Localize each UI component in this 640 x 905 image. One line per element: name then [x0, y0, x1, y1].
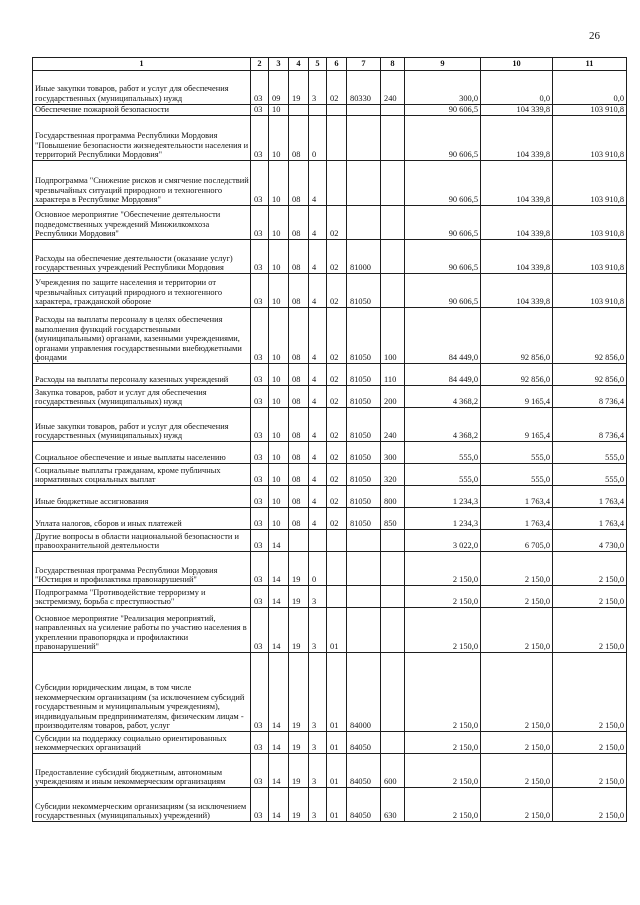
expense-type-cell: 850: [381, 508, 405, 530]
row-name-cell: Предоставление субсидий бюджетным, автономным учреждениям и иным некоммерческим организациям: [33, 754, 251, 788]
table-row: [33, 308, 627, 364]
program-code-cell: 08: [289, 308, 309, 364]
header-cell: 11: [553, 58, 627, 71]
subprogram-code-cell: 3: [309, 754, 327, 788]
subprogram-code-cell: 4: [309, 486, 327, 508]
budget-table: [32, 57, 627, 822]
table-row: [33, 240, 627, 274]
subprogram-code-cell: 4: [309, 408, 327, 442]
expense-type-cell: [381, 206, 405, 240]
subsection-code-cell: 10: [269, 161, 289, 206]
section-code-cell: 03: [251, 240, 269, 274]
table-row: [33, 116, 627, 161]
amount-col11-cell: 555,0: [553, 464, 627, 486]
amount-col11-cell: 103 910,8: [553, 161, 627, 206]
section-code-cell: 03: [251, 608, 269, 653]
row-name-cell: Основное мероприятие "Обеспечение деятельности подведомственных учреждений Минжилкомхоза Республики Мордовия": [33, 206, 251, 240]
expense-type-cell: 200: [381, 386, 405, 408]
expense-type-cell: [381, 161, 405, 206]
expense-type-cell: 110: [381, 364, 405, 386]
expense-code-cell: 84050: [347, 732, 381, 754]
amount-col11-cell: 2 150,0: [553, 608, 627, 653]
table-row: [33, 408, 627, 442]
amount-col9-cell: 2 150,0: [405, 732, 481, 754]
subprogram-code-cell: 0: [309, 116, 327, 161]
expense-code-cell: 81050: [347, 274, 381, 308]
header-cell: 7: [347, 58, 381, 71]
header-cell: 4: [289, 58, 309, 71]
table-row: [33, 71, 627, 105]
amount-col11-cell: 2 150,0: [553, 586, 627, 608]
table-row: [33, 508, 627, 530]
subsection-code-cell: 10: [269, 464, 289, 486]
row-name-cell: Иные закупки товаров, работ и услуг для обеспечения государственных (муниципальных) нужд: [33, 408, 251, 442]
measure-code-cell: 02: [327, 364, 347, 386]
row-name-cell: Обеспечение пожарной безопасности: [33, 105, 251, 116]
amount-col11-cell: 92 856,0: [553, 308, 627, 364]
measure-code-cell: 01: [327, 653, 347, 732]
expense-code-cell: [347, 116, 381, 161]
row-name-cell: Иные бюджетные ассигнования: [33, 486, 251, 508]
amount-col10-cell: 104 339,8: [481, 116, 553, 161]
amount-col9-cell: 84 449,0: [405, 364, 481, 386]
measure-code-cell: [327, 586, 347, 608]
measure-code-cell: 02: [327, 240, 347, 274]
amount-col9-cell: 90 606,5: [405, 274, 481, 308]
expense-code-cell: 81050: [347, 408, 381, 442]
table-row: [33, 161, 627, 206]
expense-code-cell: [347, 105, 381, 116]
subprogram-code-cell: 4: [309, 206, 327, 240]
expense-code-cell: 81050: [347, 486, 381, 508]
expense-code-cell: 84050: [347, 754, 381, 788]
expense-type-cell: 320: [381, 464, 405, 486]
row-name-cell: Основное мероприятие "Реализация мероприятий, направленных на усиление работы по участию населения в укреплении правопорядка и профилактики правонарушений": [33, 608, 251, 653]
table-header-row: [33, 58, 627, 71]
section-code-cell: 03: [251, 732, 269, 754]
section-code-cell: 03: [251, 464, 269, 486]
program-code-cell: 08: [289, 464, 309, 486]
amount-col11-cell: 103 910,8: [553, 206, 627, 240]
measure-code-cell: 02: [327, 308, 347, 364]
subsection-code-cell: 14: [269, 586, 289, 608]
program-code-cell: 08: [289, 386, 309, 408]
program-code-cell: 19: [289, 732, 309, 754]
measure-code-cell: 01: [327, 608, 347, 653]
expense-type-cell: [381, 274, 405, 308]
amount-col10-cell: 2 150,0: [481, 608, 553, 653]
program-code-cell: 19: [289, 552, 309, 586]
measure-code-cell: 02: [327, 486, 347, 508]
section-code-cell: 03: [251, 308, 269, 364]
subprogram-code-cell: 4: [309, 442, 327, 464]
measure-code-cell: 02: [327, 442, 347, 464]
amount-col9-cell: 1 234,3: [405, 486, 481, 508]
expense-code-cell: [347, 161, 381, 206]
table-row: [33, 274, 627, 308]
program-code-cell: 08: [289, 442, 309, 464]
row-name-cell: Расходы на обеспечение деятельности (оказание услуг) государственных учреждений Республики Мордовия: [33, 240, 251, 274]
expense-code-cell: 81050: [347, 442, 381, 464]
expense-code-cell: 81050: [347, 364, 381, 386]
amount-col9-cell: 4 368,2: [405, 386, 481, 408]
row-name-cell: Учреждения по защите населения и территории от чрезвычайных ситуаций природного и техногенного характера, гражданской обороне: [33, 274, 251, 308]
program-code-cell: 08: [289, 508, 309, 530]
subprogram-code-cell: [309, 105, 327, 116]
subsection-code-cell: 14: [269, 530, 289, 552]
table-row: [33, 442, 627, 464]
amount-col9-cell: 2 150,0: [405, 788, 481, 822]
expense-type-cell: [381, 653, 405, 732]
expense-code-cell: 80330: [347, 71, 381, 105]
row-name-cell: Субсидии на поддержку социально ориентированных некоммерческих организаций: [33, 732, 251, 754]
subprogram-code-cell: 3: [309, 788, 327, 822]
expense-type-cell: 100: [381, 308, 405, 364]
row-name-cell: Государственная программа Республики Мордовия "Повышение безопасности жизнедеятельности населения и территорий Республики Мордовия": [33, 116, 251, 161]
subsection-code-cell: 14: [269, 788, 289, 822]
table-row: [33, 586, 627, 608]
header-cell: 10: [481, 58, 553, 71]
measure-code-cell: 02: [327, 386, 347, 408]
expense-type-cell: [381, 608, 405, 653]
row-name-cell: Субсидии юридическим лицам, в том числе некоммерческим организациям (за исключением субсидий государственным и муниципальным учреждениям), индивидуальным предпринимателям, физическим лицам - производителям товаров, работ, услуг: [33, 653, 251, 732]
amount-col11-cell: 8 736,4: [553, 408, 627, 442]
amount-col10-cell: 92 856,0: [481, 308, 553, 364]
expense-code-cell: 81000: [347, 240, 381, 274]
subprogram-code-cell: 4: [309, 240, 327, 274]
amount-col10-cell: 2 150,0: [481, 788, 553, 822]
subsection-code-cell: 10: [269, 442, 289, 464]
measure-code-cell: 01: [327, 788, 347, 822]
row-name-cell: Государственная программа Республики Мордовия "Юстиция и профилактика правонарушений": [33, 552, 251, 586]
measure-code-cell: 02: [327, 71, 347, 105]
table-row: [33, 464, 627, 486]
table-row: [33, 206, 627, 240]
subprogram-code-cell: 3: [309, 71, 327, 105]
subprogram-code-cell: 3: [309, 586, 327, 608]
subprogram-code-cell: 4: [309, 308, 327, 364]
program-code-cell: [289, 530, 309, 552]
amount-col9-cell: 300,0: [405, 71, 481, 105]
section-code-cell: 03: [251, 586, 269, 608]
amount-col10-cell: 0,0: [481, 71, 553, 105]
expense-code-cell: [347, 608, 381, 653]
amount-col10-cell: 104 339,8: [481, 274, 553, 308]
header-cell: 6: [327, 58, 347, 71]
program-code-cell: [289, 105, 309, 116]
subsection-code-cell: 14: [269, 608, 289, 653]
subprogram-code-cell: 4: [309, 161, 327, 206]
header-cell: 9: [405, 58, 481, 71]
amount-col11-cell: 2 150,0: [553, 732, 627, 754]
subsection-code-cell: 10: [269, 508, 289, 530]
section-code-cell: 03: [251, 206, 269, 240]
expense-type-cell: [381, 530, 405, 552]
expense-type-cell: 240: [381, 71, 405, 105]
amount-col9-cell: 4 368,2: [405, 408, 481, 442]
subsection-code-cell: 10: [269, 105, 289, 116]
subprogram-code-cell: 3: [309, 608, 327, 653]
table-row: [33, 552, 627, 586]
program-code-cell: 08: [289, 408, 309, 442]
expense-type-cell: [381, 105, 405, 116]
amount-col9-cell: 90 606,5: [405, 161, 481, 206]
amount-col11-cell: 2 150,0: [553, 788, 627, 822]
subsection-code-cell: 14: [269, 653, 289, 732]
amount-col11-cell: 103 910,8: [553, 105, 627, 116]
amount-col10-cell: 104 339,8: [481, 206, 553, 240]
expense-code-cell: [347, 586, 381, 608]
program-code-cell: 08: [289, 364, 309, 386]
subsection-code-cell: 10: [269, 274, 289, 308]
subsection-code-cell: 14: [269, 552, 289, 586]
amount-col10-cell: 1 763,4: [481, 508, 553, 530]
header-cell: 3: [269, 58, 289, 71]
expense-code-cell: [347, 552, 381, 586]
amount-col10-cell: 2 150,0: [481, 586, 553, 608]
page-number: 26: [589, 30, 600, 42]
table-row: [33, 105, 627, 116]
section-code-cell: 03: [251, 161, 269, 206]
amount-col11-cell: 2 150,0: [553, 552, 627, 586]
amount-col10-cell: 555,0: [481, 442, 553, 464]
amount-col9-cell: 3 022,0: [405, 530, 481, 552]
program-code-cell: 19: [289, 586, 309, 608]
subsection-code-cell: 10: [269, 308, 289, 364]
subprogram-code-cell: [309, 530, 327, 552]
program-code-cell: 19: [289, 653, 309, 732]
expense-code-cell: 81050: [347, 308, 381, 364]
section-code-cell: 03: [251, 408, 269, 442]
row-name-cell: Социальные выплаты гражданам, кроме публичных нормативных социальных выплат: [33, 464, 251, 486]
row-name-cell: Подпрограмма "Снижение рисков и смягчение последствий чрезвычайных ситуаций природного и техногенного характера в Республике Мордовия": [33, 161, 251, 206]
subsection-code-cell: 10: [269, 386, 289, 408]
subsection-code-cell: 14: [269, 754, 289, 788]
subsection-code-cell: 10: [269, 240, 289, 274]
subsection-code-cell: 09: [269, 71, 289, 105]
header-cell: 2: [251, 58, 269, 71]
section-code-cell: 03: [251, 442, 269, 464]
subprogram-code-cell: 3: [309, 653, 327, 732]
amount-col10-cell: 1 763,4: [481, 486, 553, 508]
measure-code-cell: [327, 530, 347, 552]
row-name-cell: Расходы на выплаты персоналу в целях обеспечения выполнения функций государственными (муниципальными) органами, казенными учреждениями, органами управления государственными внебюджетными фондами: [33, 308, 251, 364]
amount-col9-cell: 90 606,5: [405, 240, 481, 274]
subsection-code-cell: 10: [269, 364, 289, 386]
amount-col11-cell: 1 763,4: [553, 486, 627, 508]
section-code-cell: 03: [251, 653, 269, 732]
table-row: [33, 608, 627, 653]
measure-code-cell: [327, 105, 347, 116]
table-row: [33, 732, 627, 754]
amount-col11-cell: 103 910,8: [553, 274, 627, 308]
amount-col10-cell: 104 339,8: [481, 105, 553, 116]
program-code-cell: 19: [289, 71, 309, 105]
amount-col9-cell: 2 150,0: [405, 754, 481, 788]
section-code-cell: 03: [251, 754, 269, 788]
row-name-cell: Закупка товаров, работ и услуг для обеспечения государственных (муниципальных) нужд: [33, 386, 251, 408]
expense-type-cell: 240: [381, 408, 405, 442]
amount-col11-cell: 2 150,0: [553, 754, 627, 788]
amount-col10-cell: 2 150,0: [481, 552, 553, 586]
subsection-code-cell: 10: [269, 486, 289, 508]
subsection-code-cell: 14: [269, 732, 289, 754]
row-name-cell: Другие вопросы в области национальной безопасности и правоохранительной деятельности: [33, 530, 251, 552]
table-row: [33, 788, 627, 822]
subprogram-code-cell: 4: [309, 274, 327, 308]
row-name-cell: Расходы на выплаты персоналу казенных учреждений: [33, 364, 251, 386]
amount-col9-cell: 2 150,0: [405, 586, 481, 608]
amount-col9-cell: 2 150,0: [405, 608, 481, 653]
program-code-cell: 08: [289, 161, 309, 206]
measure-code-cell: [327, 552, 347, 586]
expense-code-cell: [347, 530, 381, 552]
section-code-cell: 03: [251, 486, 269, 508]
section-code-cell: 03: [251, 552, 269, 586]
program-code-cell: 08: [289, 116, 309, 161]
expense-type-cell: 300: [381, 442, 405, 464]
amount-col11-cell: 1 763,4: [553, 508, 627, 530]
subsection-code-cell: 10: [269, 116, 289, 161]
amount-col10-cell: 9 165,4: [481, 386, 553, 408]
measure-code-cell: [327, 161, 347, 206]
amount-col9-cell: 2 150,0: [405, 552, 481, 586]
measure-code-cell: 02: [327, 508, 347, 530]
amount-col9-cell: 90 606,5: [405, 105, 481, 116]
row-name-cell: Уплата налогов, сборов и иных платежей: [33, 508, 251, 530]
measure-code-cell: [327, 116, 347, 161]
amount-col10-cell: 2 150,0: [481, 732, 553, 754]
subprogram-code-cell: 4: [309, 508, 327, 530]
program-code-cell: 19: [289, 608, 309, 653]
expense-type-cell: 600: [381, 754, 405, 788]
expense-code-cell: 81050: [347, 464, 381, 486]
amount-col9-cell: 555,0: [405, 464, 481, 486]
section-code-cell: 03: [251, 364, 269, 386]
expense-type-cell: [381, 240, 405, 274]
measure-code-cell: 02: [327, 408, 347, 442]
expense-type-cell: [381, 732, 405, 754]
expense-type-cell: [381, 116, 405, 161]
amount-col10-cell: 9 165,4: [481, 408, 553, 442]
section-code-cell: 03: [251, 788, 269, 822]
expense-code-cell: [347, 206, 381, 240]
amount-col10-cell: 104 339,8: [481, 240, 553, 274]
subprogram-code-cell: 4: [309, 364, 327, 386]
row-name-cell: Подпрограмма "Противодействие терроризму и экстремизму, борьба с преступностью": [33, 586, 251, 608]
table-body: [33, 58, 627, 822]
section-code-cell: 03: [251, 530, 269, 552]
section-code-cell: 03: [251, 386, 269, 408]
section-code-cell: 03: [251, 508, 269, 530]
amount-col11-cell: 555,0: [553, 442, 627, 464]
amount-col10-cell: 6 705,0: [481, 530, 553, 552]
section-code-cell: 03: [251, 71, 269, 105]
expense-type-cell: [381, 586, 405, 608]
amount-col11-cell: 103 910,8: [553, 240, 627, 274]
header-cell: 1: [33, 58, 251, 71]
header-cell: 5: [309, 58, 327, 71]
section-code-cell: 03: [251, 105, 269, 116]
section-code-cell: 03: [251, 116, 269, 161]
measure-code-cell: 02: [327, 464, 347, 486]
expense-code-cell: 84000: [347, 653, 381, 732]
table-row: [33, 530, 627, 552]
amount-col11-cell: 103 910,8: [553, 116, 627, 161]
table-row: [33, 386, 627, 408]
amount-col10-cell: 555,0: [481, 464, 553, 486]
program-code-cell: 19: [289, 754, 309, 788]
measure-code-cell: 02: [327, 274, 347, 308]
subprogram-code-cell: 4: [309, 386, 327, 408]
expense-code-cell: 81050: [347, 386, 381, 408]
amount-col9-cell: 1 234,3: [405, 508, 481, 530]
amount-col10-cell: 104 339,8: [481, 161, 553, 206]
measure-code-cell: 01: [327, 754, 347, 788]
amount-col9-cell: 555,0: [405, 442, 481, 464]
header-cell: 8: [381, 58, 405, 71]
program-code-cell: 08: [289, 240, 309, 274]
amount-col9-cell: 84 449,0: [405, 308, 481, 364]
subprogram-code-cell: 3: [309, 732, 327, 754]
measure-code-cell: 02: [327, 206, 347, 240]
expense-code-cell: 84050: [347, 788, 381, 822]
amount-col9-cell: 90 606,5: [405, 206, 481, 240]
amount-col10-cell: 2 150,0: [481, 754, 553, 788]
amount-col11-cell: 92 856,0: [553, 364, 627, 386]
subsection-code-cell: 10: [269, 206, 289, 240]
table-row: [33, 486, 627, 508]
table-row: [33, 754, 627, 788]
subprogram-code-cell: 4: [309, 464, 327, 486]
program-code-cell: 08: [289, 486, 309, 508]
subsection-code-cell: 10: [269, 408, 289, 442]
program-code-cell: 08: [289, 206, 309, 240]
amount-col9-cell: 90 606,5: [405, 116, 481, 161]
expense-code-cell: 81050: [347, 508, 381, 530]
subprogram-code-cell: 0: [309, 552, 327, 586]
expense-type-cell: 800: [381, 486, 405, 508]
amount-col11-cell: 4 730,0: [553, 530, 627, 552]
row-name-cell: Иные закупки товаров, работ и услуг для обеспечения государственных (муниципальных) нужд: [33, 71, 251, 105]
measure-code-cell: 01: [327, 732, 347, 754]
amount-col11-cell: 8 736,4: [553, 386, 627, 408]
amount-col10-cell: 2 150,0: [481, 653, 553, 732]
expense-type-cell: 630: [381, 788, 405, 822]
program-code-cell: 08: [289, 274, 309, 308]
row-name-cell: Субсидии некоммерческим организациям (за исключением государственных (муниципальных) учреждений): [33, 788, 251, 822]
table-row: [33, 364, 627, 386]
amount-col10-cell: 92 856,0: [481, 364, 553, 386]
amount-col11-cell: 0,0: [553, 71, 627, 105]
section-code-cell: 03: [251, 274, 269, 308]
table-row: [33, 653, 627, 732]
row-name-cell: Социальное обеспечение и иные выплаты населению: [33, 442, 251, 464]
amount-col9-cell: 2 150,0: [405, 653, 481, 732]
program-code-cell: 19: [289, 788, 309, 822]
expense-type-cell: [381, 552, 405, 586]
amount-col11-cell: 2 150,0: [553, 653, 627, 732]
